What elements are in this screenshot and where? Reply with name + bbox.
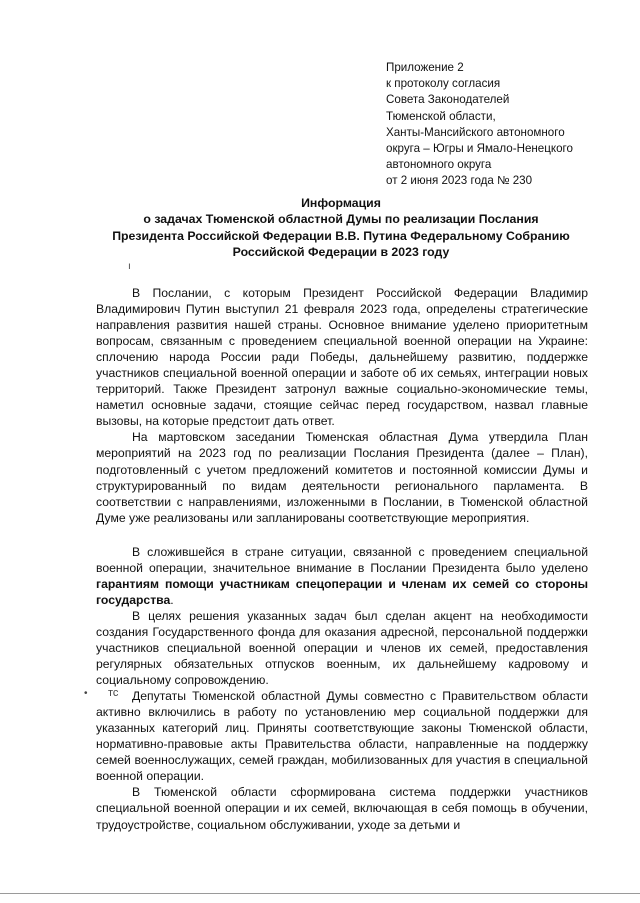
scan-edge-line [0,893,640,894]
title-line: Российской Федерации в 2023 году [232,245,450,260]
paragraph: В целях решения указанных задач был сделан акцент на необходимости создания Государственного фонда для оказания адресной, персональной поддержки участников специальной военной операции и членов их семей, предоставления регулярных обязательных отпусков военным, их дальнейшему кадровому и социальному сопровождению. [96,608,588,688]
document-title [96,195,586,261]
appendix-line: округа – Югры и Ямало-Ненецкого [386,142,573,156]
title-line: Президента Российской Федерации В.В. Путина Федеральному Собранию [112,228,570,243]
appendix-line: от 2 июня 2023 года № 230 [386,174,533,188]
paragraph: Депутаты Тюменской областной Думы совместно с Правительством области активно включились в работу по установлению мер социальной поддержки для указанных категорий лиц. Приняты соответствующие законы Тюменской области, нормативно-правовые акты Правительства области, направленные на поддержку семей военнослужащих, семей граждан, мобилизованных для участия в специальной военной операции. [96,689,588,784]
paragraph [96,544,588,608]
paragraph-text: . [170,592,174,607]
paragraph: На мартовском заседании Тюменская областная Дума утвердила План мероприятий на 2023 год по реализации Послания Президента (далее – План), подготовленный с учетом предложений комитетов и постоянной комиссии Думы и структурированный по видам деятельности регионального парламента. В соответствии с направлениями, изложенными в Послании, в Тюменской областной Думе уже реализованы или запланированы соответствующие мероприятия. [96,430,588,525]
paragraph: В Тюменской области сформирована система поддержки участников специальной военной операции и их семей, включающая в себя помощь в обучении, трудоустройстве, социальном обслуживании, уходе за детьми и [96,785,588,832]
appendix-line: к протоколу согласия [386,77,501,91]
title-line: Информация [301,196,381,210]
paragraph-text: В сложившейся в стране ситуации, связанной с проведением специальной военной операции, значительное внимание в Послании Президента было уделено [96,544,588,575]
appendix-line: Тюменской области, [386,109,496,123]
paragraph: В Послании, с которым Президент Российской Федерации Владимир Владимирович Путин выступил 21 февраля 2023 года, определены стратегические направления развития нашей страны. Основное внимание уделено приоритетным вопросам, связанным с проведением специальной военной операции на Украине: сплочению народа России ради Победы, дальнейшему развитию, поддержке участников специальной военной операции и заботе об их семьях, интеграции новых территорий. Также Президент затронул важные социально-экономические темы, наметил основные задачи, стоящие сейчас перед государством, назвал главные вызовы, на которые предстоит дать ответ. [96,286,588,429]
appendix-line: Совета Законодателей [386,93,510,107]
appendix-line: Ханты-Мансийского автономного [386,125,565,139]
emphasis-text: гарантиям помощи участникам спецоперации и членам их семей со стороны государства [96,576,588,607]
appendix-header [386,60,626,190]
document-body [96,285,588,833]
title-line: о задачах Тюменской областной Думы по реализации Послания [143,212,539,227]
appendix-line: Приложение 2 [386,61,464,74]
margin-bullet-mark: • [84,688,88,699]
appendix-line: автономного округа [386,158,492,172]
margin-note-mark: тс [108,687,119,699]
stray-tick-mark: ı [128,261,131,272]
